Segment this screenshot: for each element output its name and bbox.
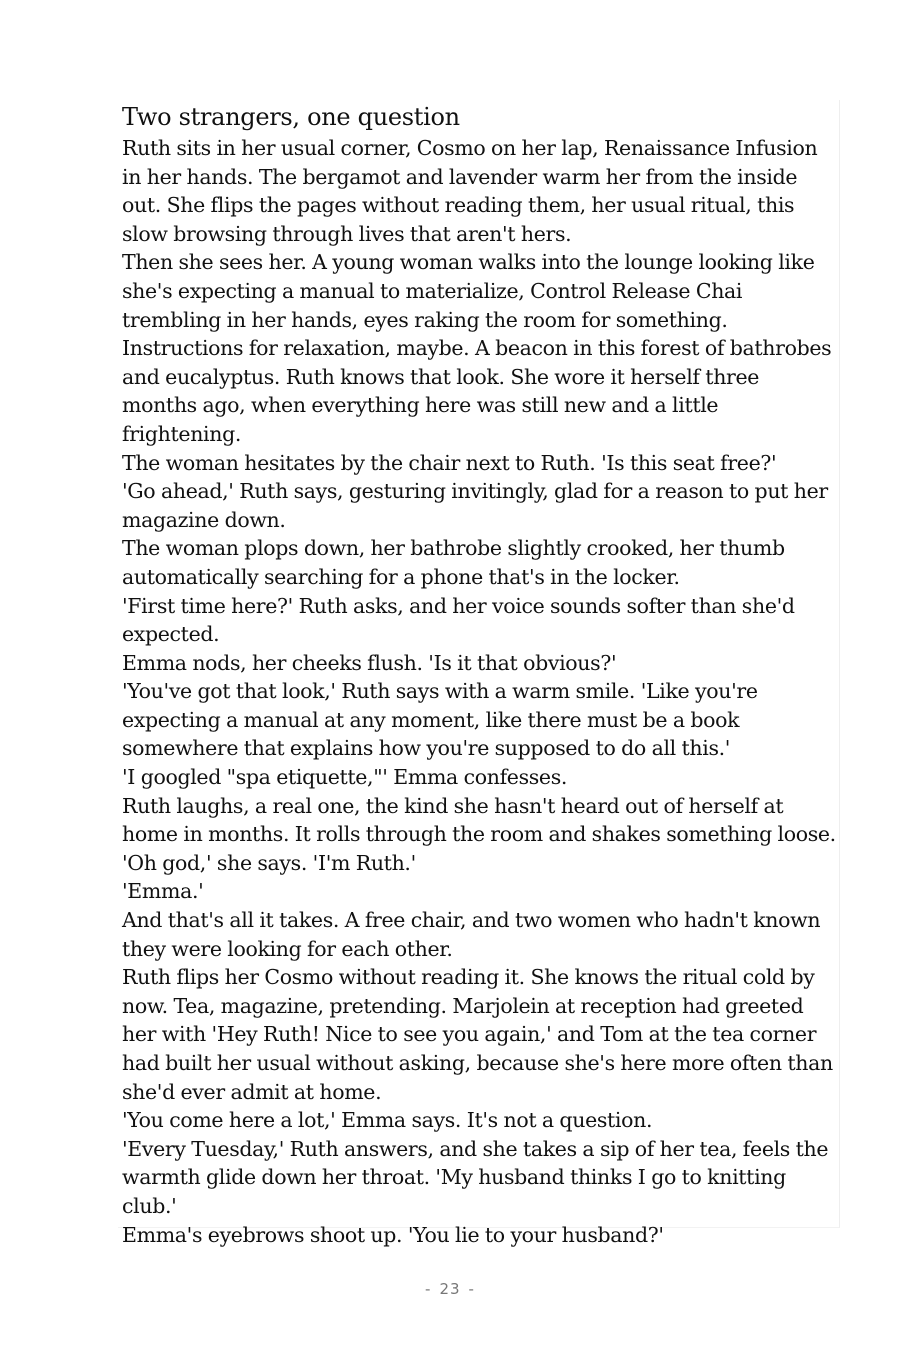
paragraph: Ruth sits in her usual corner, Cosmo on her lap, Renaissance Infusion in her hands. The bergamot and lavender warm her from the inside out. She flips the pages without reading them, her usual ritual, this slow browsing through lives that aren't hers. [122, 136, 818, 246]
page-number: 23 [439, 1280, 461, 1298]
paragraph: 'First time here?' Ruth asks, and her voice sounds softer than she'd expected. [122, 593, 795, 647]
paragraph: 'Every Tuesday,' Ruth answers, and she takes a sip of her tea, feels the warmth glide down her throat. 'My husband thinks I go to knitting club.' [122, 1136, 829, 1218]
paragraph: Then she sees her. A young woman walks into the lounge looking like she's expecting a manual to materialize, Control Release Chai trembling in her hands, eyes raking the room for something. Instructions for relaxation, maybe. A beacon in this forest of bathrobes and eucalyptus. Ruth knows that look. She wore it herself three months ago, when everything here was still new and a little frightening. [122, 250, 832, 446]
paragraph: And that's all it takes. A free chair, and two women who hadn't known they were looking for each other. [122, 908, 821, 961]
text-block [118, 100, 840, 1247]
paragraph: The woman plops down, her bathrobe slightly crooked, her thumb automatically searching for a phone that's in the locker. [122, 536, 785, 589]
paragraph: Ruth flips her Cosmo without reading it. She knows the ritual cold by now. Tea, magazine, pretending. Marjolein at reception had greeted her with 'Hey Ruth! Nice to see you again,' and Tom at the tea corner had built her usual without asking, because she's here more often than she'd ever admit at home. [122, 965, 833, 1104]
paragraph: Emma's eyebrows shoot up. 'You lie to your husband?' [122, 1222, 664, 1247]
chapter-title: Two strangers, one question [122, 103, 460, 131]
paragraph: 'You've got that look,' Ruth says with a warm smile. 'Like you're expecting a manual at any moment, like there must be a book somewhere that explains how you're supposed to do all this.' [122, 679, 758, 761]
paragraph: 'I googled "spa etiquette,"' Emma confesses. [122, 765, 568, 790]
page-number-dash-left: - [425, 1280, 432, 1298]
page-number-dash-right: - [468, 1280, 475, 1298]
page-number-footer [0, 1280, 900, 1298]
paragraph: The woman hesitates by the chair next to Ruth. 'Is this seat free?' [122, 450, 777, 475]
paragraph: 'Emma.' [122, 879, 204, 904]
paragraph: 'You come here a lot,' Emma says. It's not a question. [122, 1108, 653, 1133]
paragraph: Ruth laughs, a real one, the kind she hasn't heard out of herself at home in months. It rolls through the room and shakes something loose. 'Oh god,' she says. 'I'm Ruth.' [122, 793, 836, 875]
paragraph: 'Go ahead,' Ruth says, gesturing invitingly, glad for a reason to put her magazine down. [122, 479, 828, 532]
paragraph: Emma nods, her cheeks flush. 'Is it that obvious?' [122, 650, 617, 675]
